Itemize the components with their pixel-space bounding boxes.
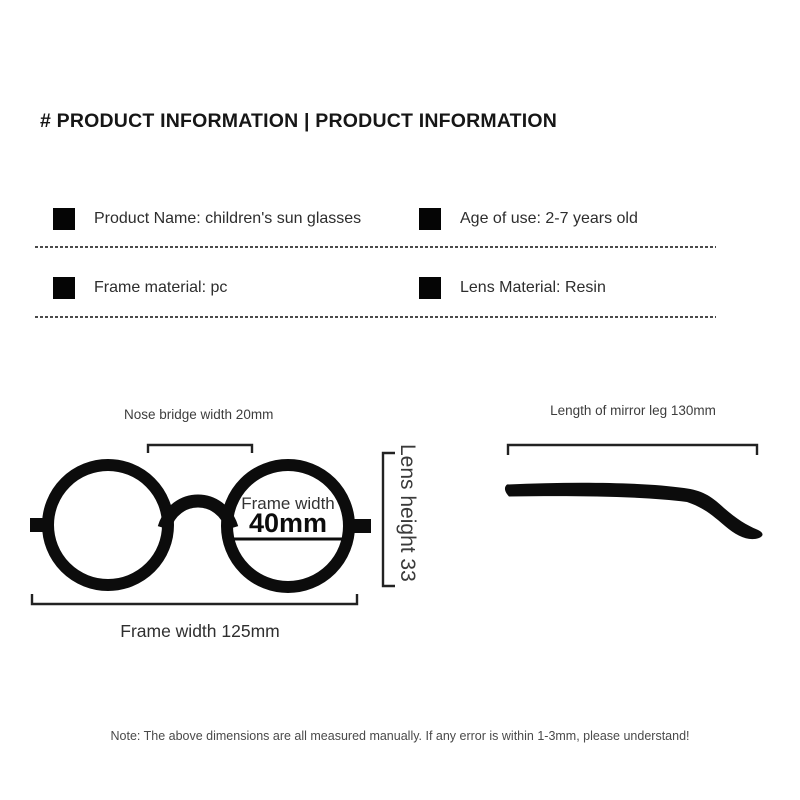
- left-lens-circle: [48, 465, 168, 585]
- bullet-square-icon: [53, 277, 75, 299]
- spec-frame-material: [53, 276, 227, 299]
- frame-total-width-label: Frame width 125mm: [120, 621, 280, 641]
- temple-arm-shape: [505, 483, 763, 539]
- note-text: Note: The above dimensions are all measured manually. If any error is within 1-3mm, please understand!: [110, 729, 690, 743]
- spec-label: Product Name: children's sun glasses: [94, 209, 362, 227]
- spec-product-name: [53, 207, 361, 230]
- lens-frame-width-value: 40mm: [248, 508, 328, 538]
- lens-frame-width-label: Frame width: [241, 494, 335, 513]
- frame-width-measure-bracket: [32, 594, 357, 604]
- bullet-square-icon: [419, 277, 441, 299]
- spec-row-1: [0, 207, 800, 230]
- nose-bridge-width-label: Nose bridge width 20mm: [124, 407, 274, 422]
- nose-bridge-measure-bracket: [148, 445, 252, 453]
- page-title: # PRODUCT INFORMATION | PRODUCT INFORMATION: [40, 110, 558, 132]
- dotted-divider: [35, 316, 716, 318]
- spec-age-of-use: [419, 207, 638, 230]
- spec-label: Frame material: pc: [94, 278, 228, 296]
- bullet-square-icon: [53, 208, 75, 230]
- lens-height-label: Lens height 33: [396, 444, 419, 582]
- temple-length-measure-bracket: [508, 445, 757, 455]
- spec-lens-material: [419, 276, 606, 299]
- spec-row-2: [0, 276, 800, 299]
- spec-label: Lens Material: Resin: [460, 278, 606, 296]
- dotted-divider: [35, 246, 716, 248]
- temple-length-label: Length of mirror leg 130mm: [550, 403, 716, 418]
- spec-label: Age of use: 2-7 years old: [460, 209, 638, 227]
- lens-height-measure-bracket: [383, 453, 395, 586]
- bullet-square-icon: [419, 208, 441, 230]
